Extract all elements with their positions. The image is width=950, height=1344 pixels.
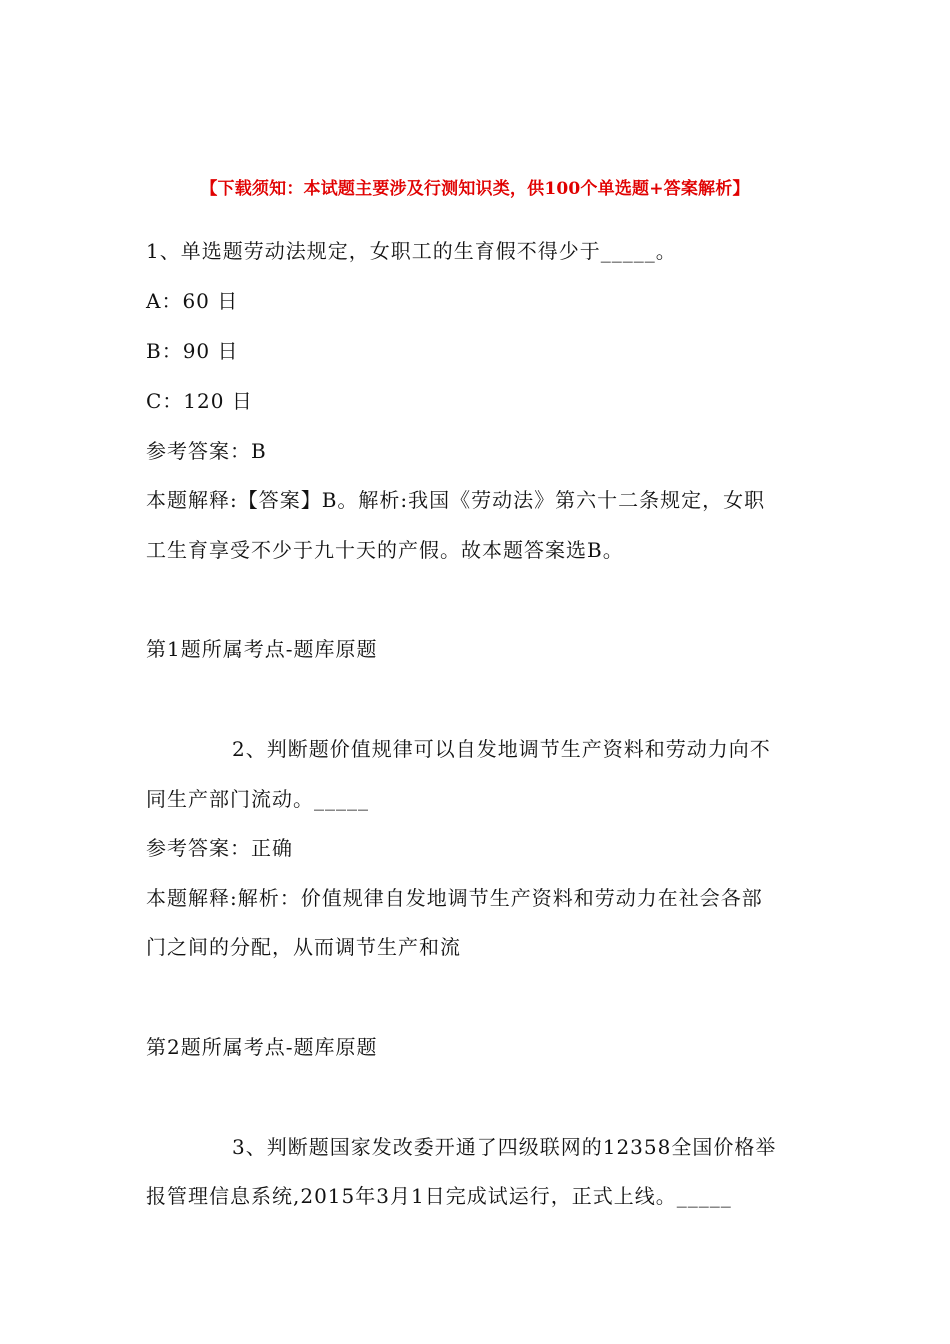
question-1-explanation-line-1: 本题解释:【答案】B。解析:我国《劳动法》第六十二条规定，女职: [146, 488, 766, 512]
question-2-explanation-line-1: 本题解释:解析：价值规律自发地调节生产资料和劳动力在社会各部: [146, 886, 763, 910]
download-notice: 【下载须知：本试题主要涉及行测知识类，供100个单选题+答案解析】: [200, 179, 750, 199]
question-2-topic: 第2题所属考点-题库原题: [146, 1035, 378, 1059]
question-2-stem-line-2: 同生产部门流动。_____: [146, 787, 369, 811]
question-1-explanation-line-2: 工生育享受不少于九十天的产假。故本题答案选B。: [146, 538, 624, 562]
question-1-answer: 参考答案：B: [146, 439, 267, 463]
question-1-option-c: C：120 日: [146, 389, 253, 413]
question-1-stem: 1、单选题劳动法规定，女职工的生育假不得少于_____。: [146, 239, 677, 263]
question-3-stem-line-2: 报管理信息系统,2015年3月1日完成试运行，正式上线。_____: [146, 1184, 732, 1208]
question-1-topic: 第1题所属考点-题库原题: [146, 637, 378, 661]
question-3-stem-line-1: 3、判断题国家发改委开通了四级联网的12358全国价格举: [232, 1135, 777, 1159]
question-2-answer: 参考答案：正确: [146, 836, 293, 860]
question-1-option-b: B：90 日: [146, 339, 239, 363]
question-2-explanation-line-2: 门之间的分配，从而调节生产和流: [146, 935, 461, 959]
question-2-stem-line-1: 2、判断题价值规律可以自发地调节生产资料和劳动力向不: [232, 737, 771, 761]
question-1-option-a: A：60 日: [146, 289, 239, 313]
